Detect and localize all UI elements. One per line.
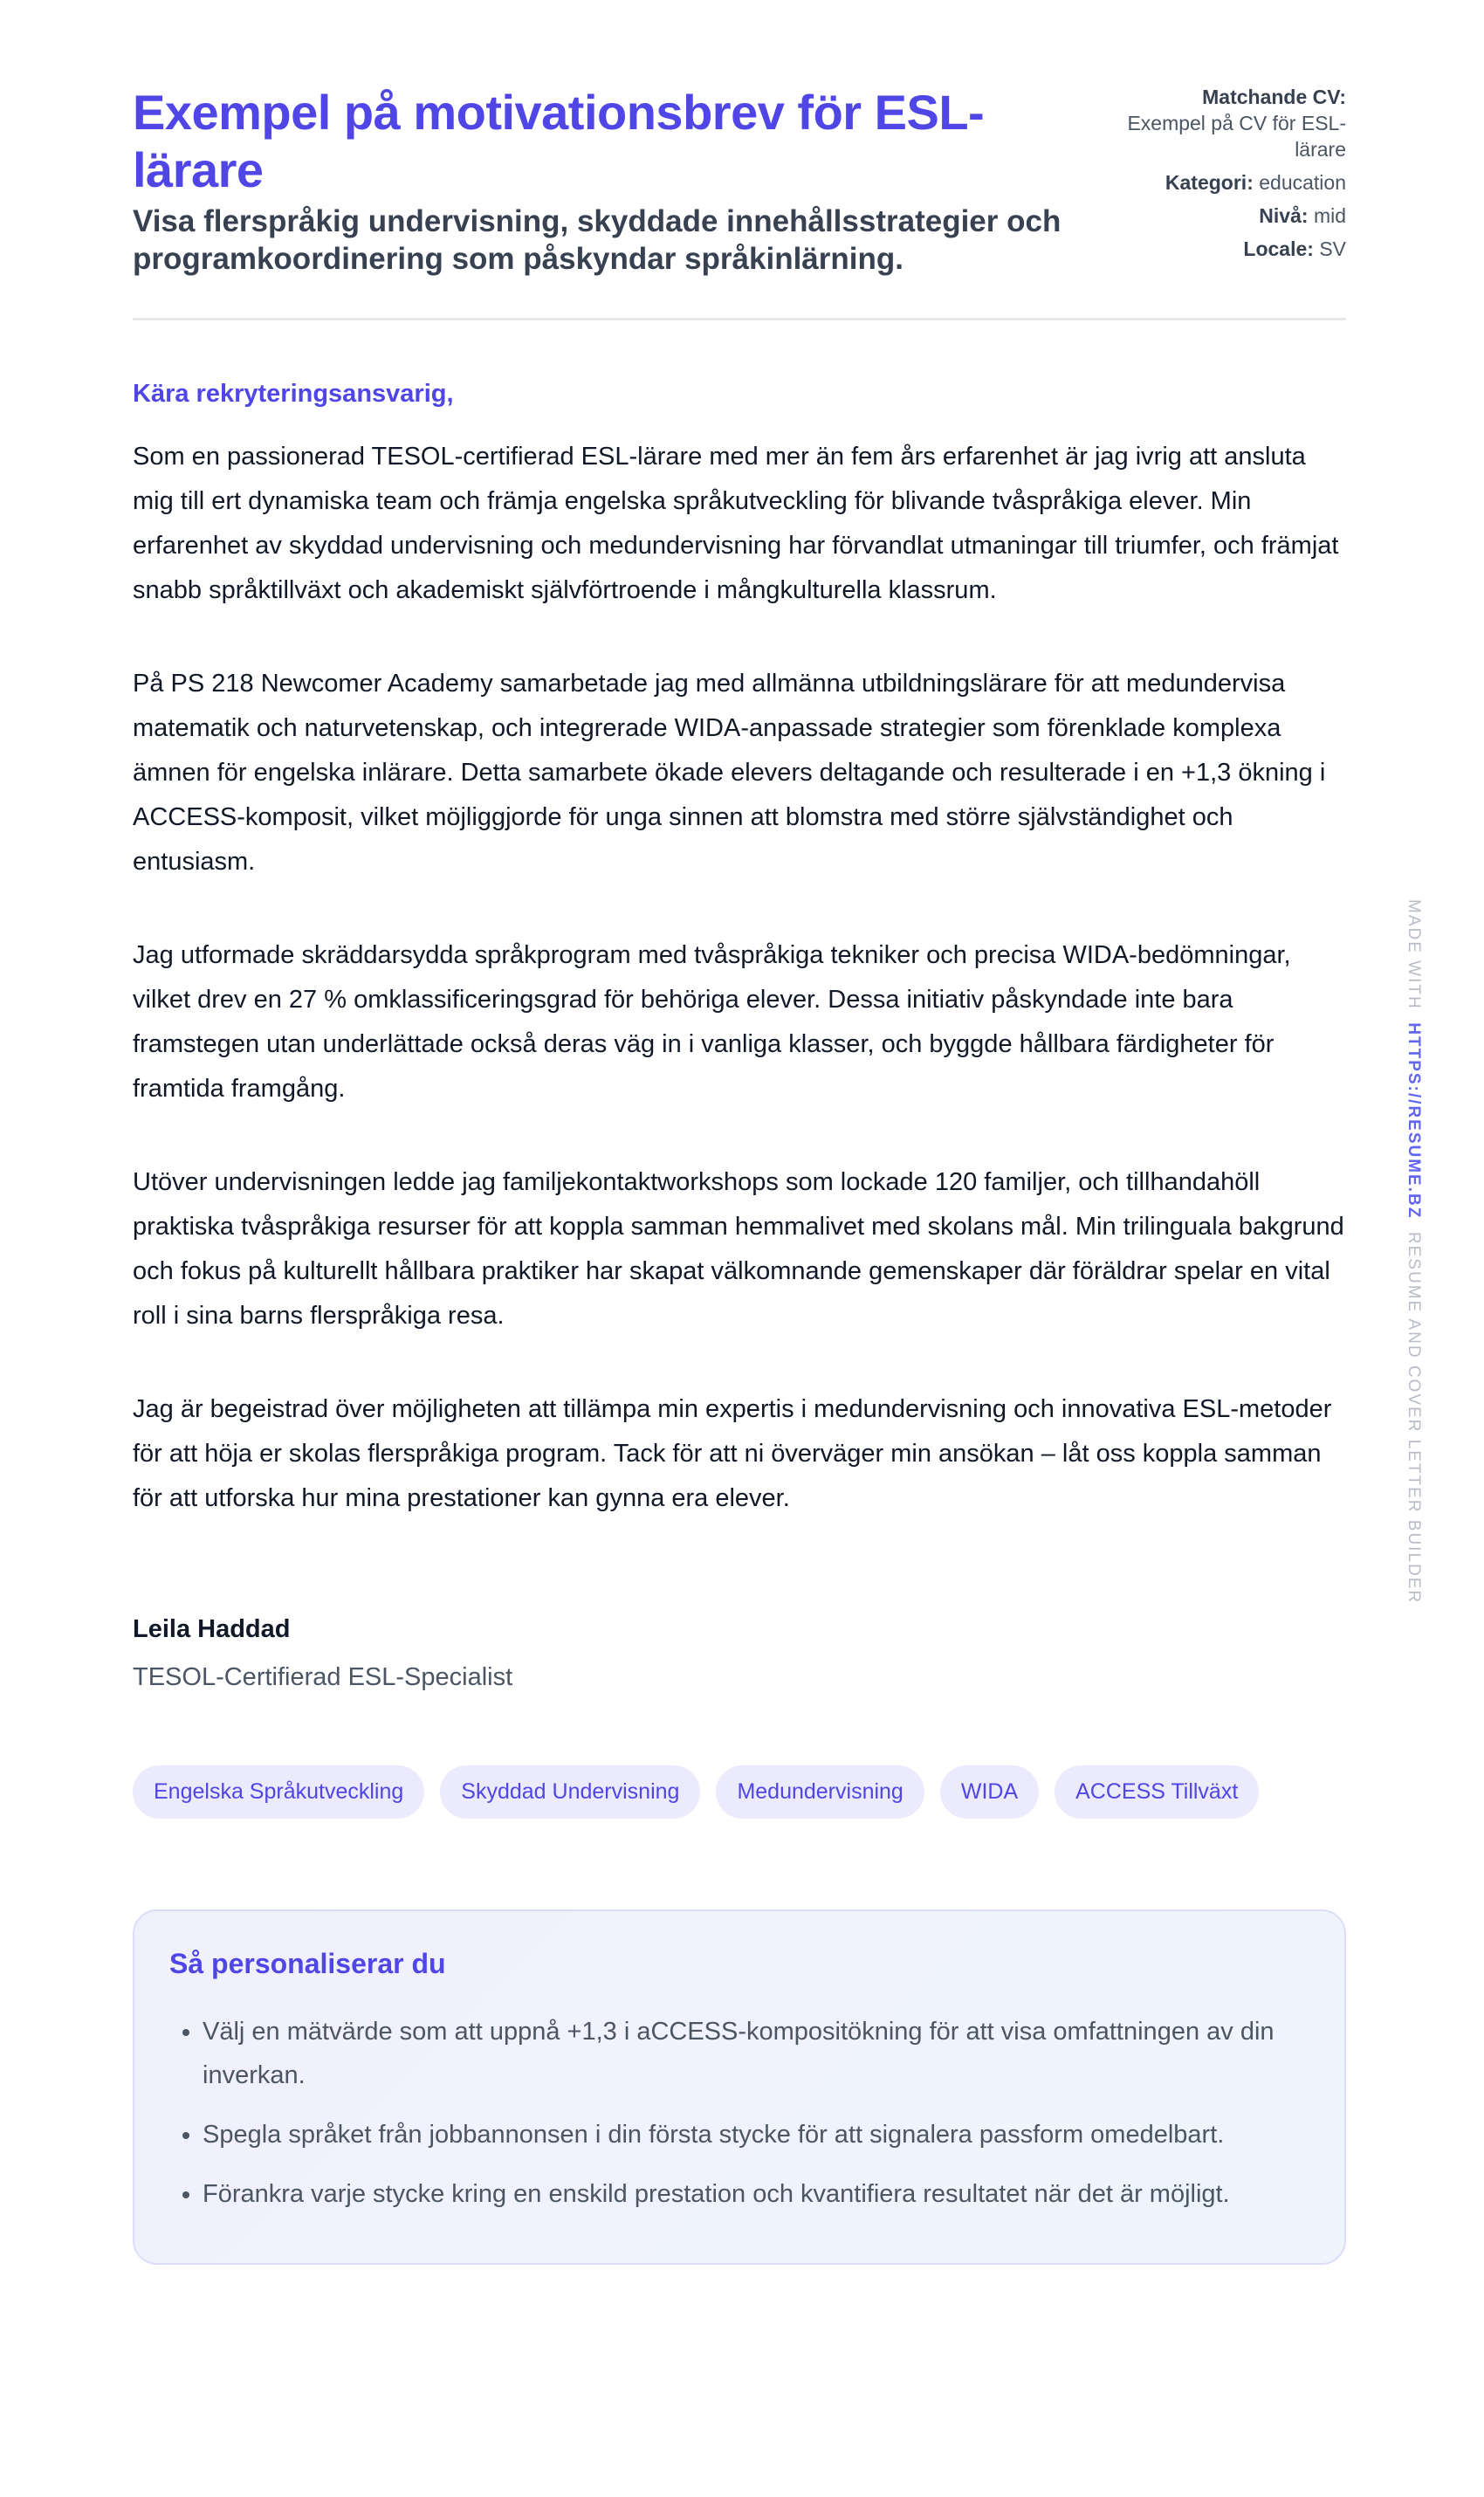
tag: Engelska Språkutveckling	[133, 1765, 424, 1819]
tip-item: • Förankra varje stycke kring en enskild prestation och kvantifiera resultatet när det är möjligt.	[203, 2172, 1309, 2216]
watermark	[1404, 899, 1423, 1604]
tag: WIDA	[940, 1765, 1039, 1819]
page-subtitle: Visa flerspråkig undervisning, skyddade innehållsstrategier och programkoordinering som påskyndar språkinlärning.	[133, 204, 1061, 276]
watermark-prefix: MADE WITH	[1405, 899, 1423, 1010]
meta-locale	[1093, 236, 1346, 262]
tip-item: • Välj en mätvärde som att uppnå +1,3 i aCCESS-kompositökning för att visa omfattningen av din inverkan.	[203, 2010, 1309, 2097]
tips-list	[169, 2010, 1309, 2216]
letter-paragraph: På PS 218 Newcomer Academy samarbetade jag med allmänna utbildningslärare för att medundervisa matematik och naturvetenskap, och integrerade WIDA-anpassade strategier som förenklade komplexa ämnen för engelska inlärare. Detta samarbete ökade elevers deltagande och resulterade i en +1,3 ökning i ACCESS-komposit, vilket möjliggjorde för unga sinnen att blomstra med större självständighet och entusiasm.	[133, 670, 1326, 876]
signature-title: TESOL-Certifierad ESL-Specialist	[133, 1663, 513, 1691]
meta-matching-cv	[1093, 84, 1346, 162]
watermark-suffix: RESUME AND COVER LETTER BUILDER	[1405, 1231, 1423, 1605]
personalization-tips-box	[133, 1909, 1346, 2265]
letter-paragraph: Jag är begeistrad över möjligheten att tillämpa min expertis i medundervisning och innovativa ESL-metoder för att höja er skolas flerspråkiga program. Tack för att ni överväger min ansökan – låt oss koppla samman för att utforska hur mina prestationer kan gynna era elever.	[133, 1395, 1332, 1512]
meta-value: education	[1259, 171, 1346, 194]
meta-level	[1093, 203, 1346, 229]
signature-name: Leila Haddad	[133, 1615, 291, 1643]
meta-category	[1093, 169, 1346, 196]
meta-label: Matchande CV:	[1202, 86, 1346, 108]
divider	[133, 318, 1346, 320]
matching-cv-link[interactable]: Exempel på CV för ESL-lärare	[1127, 112, 1346, 161]
tip-item: • Spegla språket från jobbannonsen i din första stycke för att signalera passform omedelbart.	[203, 2113, 1309, 2156]
letter-paragraph: Utöver undervisningen ledde jag familjekontaktworkshops som lockade 120 familjer, och tillhandahöll praktiska tvåspråkiga resurser för att koppla samman hemmalivet med skolans mål. Min trilinguala bakgrund och fokus på kulturellt hållbara praktiker har skapat välkomnande gemenskaper där föräldrar spelar en vital roll i sina barns flerspråkiga resa.	[133, 1168, 1344, 1330]
meta-value: mid	[1313, 204, 1346, 227]
cover-letter-page	[133, 84, 1346, 2265]
greeting: Kära rekryteringsansvarig,	[133, 380, 454, 408]
watermark-link[interactable]: HTTPS://RESUME.BZ	[1405, 1022, 1423, 1220]
header	[133, 84, 1346, 278]
tag: Medundervisning	[716, 1765, 924, 1819]
meta-label: Nivå:	[1259, 204, 1309, 227]
meta-label: Kategori:	[1165, 171, 1254, 194]
letter-paragraph: Som en passionerad TESOL-certifierad ESL-lärare med mer än fem års erfarenhet är jag ivrig att ansluta mig till ert dynamiska team och främja engelska språkutveckling för blivande tvåspråkiga elever. Min erfarenhet av skyddad undervisning och medundervisning har förvandlat utmaningar till triumfer, och främjat snabb språktillväxt och akademiskt självförtroende i mångkulturella klassrum.	[133, 443, 1339, 604]
page-title: Exempel på motivationsbrev för ESL-lärare	[133, 85, 985, 197]
letter-paragraph: Jag utformade skräddarsydda språkprogram med tvåspråkiga tekniker och precisa WIDA-bedömningar, vilket drev en 27 % omklassificeringsgrad för behöriga elever. Dessa initiativ påskyndade inte bara framstegen utan underlättade också deras väg in i vanliga klasser, och byggde hållbara färdigheter för framtida framgång.	[133, 941, 1291, 1103]
meta-value: SV	[1319, 237, 1346, 260]
tag-list	[133, 1765, 1346, 1819]
tag: Skyddad Undervisning	[440, 1765, 700, 1819]
meta-label: Locale:	[1243, 237, 1314, 260]
tips-title: Så personaliserar du	[169, 1948, 446, 1979]
meta-panel	[1093, 84, 1346, 269]
tag: ACCESS Tillväxt	[1055, 1765, 1259, 1819]
